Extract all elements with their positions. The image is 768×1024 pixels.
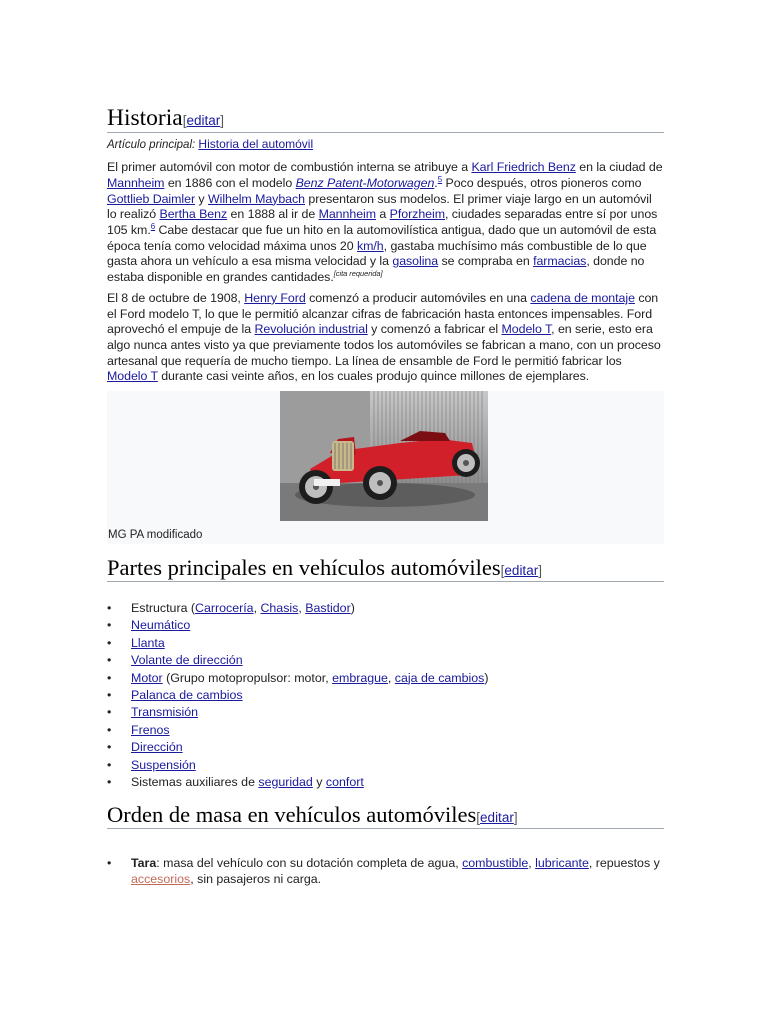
bullet-icon: • (107, 688, 112, 703)
text-run: Poco después, otros pioneros como (442, 175, 642, 190)
inline-link[interactable]: Karl Friedrich Benz (471, 160, 576, 175)
list-item (107, 600, 664, 617)
edit-section-link: [editar] (500, 563, 542, 579)
image-caption: MG PA modificado (108, 529, 203, 542)
bullet-icon: • (107, 722, 112, 737)
heading-text: Historia (107, 105, 183, 131)
text-run: Estructura ( (131, 601, 196, 616)
text-run: . (434, 175, 438, 190)
inline-link[interactable]: Motor (131, 670, 163, 685)
text-run: en la ciudad de (575, 160, 663, 175)
inline-link[interactable]: Gottlieb Daimler (107, 191, 196, 206)
text-run: , (253, 601, 261, 616)
list-item (107, 652, 664, 669)
partes-list (107, 600, 664, 791)
image-thumbnail (107, 391, 664, 544)
text-run: : masa del vehículo con su dotación completa de agua, (156, 855, 463, 870)
text-run: (Grupo motopropulsor: motor, (162, 670, 333, 685)
car-photo[interactable] (280, 391, 488, 521)
bullet-icon: • (107, 757, 112, 772)
bullet-icon: • (107, 740, 112, 755)
article-content (107, 104, 664, 887)
text-run: El primer automóvil con motor de combustión interna se atribuye a (107, 160, 472, 175)
inline-link[interactable]: confort (325, 775, 364, 790)
inline-link[interactable]: Palanca de cambios (131, 688, 243, 703)
list-item (107, 617, 664, 634)
inline-link[interactable]: Revolución industrial (254, 322, 368, 337)
paragraph-2 (107, 291, 664, 385)
inline-link[interactable]: Carrocería (195, 601, 254, 616)
text-run: , sin pasajeros ni carga. (190, 871, 322, 886)
bullet-icon: • (107, 670, 112, 685)
citation-needed[interactable]: [cita requerida] (333, 268, 383, 278)
inline-link[interactable]: Neumático (131, 618, 191, 633)
inline-link[interactable]: gasolina (392, 254, 439, 269)
inline-link[interactable]: Henry Ford (244, 290, 306, 305)
text-run: , en serie, esto era algo nunca antes visto ya que previamente todos los automóviles se fabrican a mano, con un proceso artesanal que requería de mucho tiempo. La línea de ensamble de Ford le permitió fabricar los (107, 322, 661, 368)
inline-link[interactable]: Transmisión (131, 705, 199, 720)
text-run: , donde no estaba disponible en grandes cantidades. (107, 254, 645, 285)
reference-link[interactable]: 5 (437, 174, 443, 184)
inline-link[interactable]: Mannheim (318, 207, 377, 222)
inline-link[interactable]: Mannheim (107, 175, 165, 190)
inline-link[interactable]: embrague (332, 670, 388, 685)
text-run: y (312, 775, 326, 790)
text-run: durante casi veinte años, en los cuales produjo quince millones de ejemplares. (157, 369, 590, 384)
bullet-icon: • (107, 775, 112, 790)
paragraph-1 (107, 160, 664, 286)
text-run: , ciudades separadas entre sí por unos 105 km. (107, 207, 658, 237)
text-run: , (298, 601, 306, 616)
text-run: se compraba en (438, 254, 534, 269)
inline-link[interactable]: Pforzheim (389, 207, 445, 222)
inline-link[interactable]: Volante de dirección (131, 653, 243, 668)
inline-link[interactable]: Benz Patent-Motorwagen (295, 175, 435, 190)
hatnote: Artículo principal: Historia del automóvil (107, 137, 314, 152)
reference-link[interactable]: 6 (150, 221, 156, 231)
text-run: comenzó a producir automóviles en una (305, 290, 531, 305)
list-item (107, 670, 664, 687)
orden-list (107, 855, 664, 887)
text-run: , (528, 855, 536, 870)
inline-link[interactable]: seguridad (258, 775, 313, 790)
text-run: Cabe destacar que fue un hito en la automovilística antigua, dado que un automóvil de esta época tenía como velocidad máxima unos 20 (107, 223, 657, 253)
list-item (107, 739, 664, 756)
text-run: , gastaba muchísimo más combustible de lo que gasta ahora un vehículo a esa misma velocidad y la (107, 238, 647, 269)
inline-link[interactable]: accesorios (131, 871, 191, 886)
edit-link[interactable]: editar (480, 809, 514, 825)
heading-text: Partes principales en vehículos automóviles (107, 555, 501, 581)
list-item (107, 704, 664, 721)
edit-link[interactable]: editar (504, 563, 539, 579)
list-item (107, 722, 664, 739)
inline-link[interactable]: Bertha Benz (159, 207, 228, 222)
inline-link[interactable]: km/h (357, 238, 384, 253)
bullet-icon: • (107, 855, 112, 870)
text-run: Sistemas auxiliares de (131, 775, 259, 790)
list-item (107, 757, 664, 774)
bullet-icon: • (107, 635, 112, 650)
inline-link[interactable]: cadena de montaje (530, 290, 635, 305)
inline-link[interactable]: Suspensión (131, 757, 196, 772)
text-run: ) (350, 601, 355, 616)
edit-link[interactable]: editar (186, 113, 221, 128)
inline-link[interactable]: Bastidor (305, 601, 351, 616)
text-run: y comenzó a fabricar el (367, 322, 502, 337)
list-item (107, 774, 664, 791)
text-run: , repuestos y (588, 855, 660, 870)
list-item (107, 687, 664, 704)
bullet-icon: • (107, 601, 112, 616)
section-heading-partes (107, 554, 664, 582)
inline-link[interactable]: Modelo T (501, 322, 552, 337)
section-heading-orden (107, 801, 664, 829)
inline-link[interactable]: Modelo T (107, 369, 158, 384)
bullet-icon: • (107, 653, 112, 668)
main-article-link[interactable]: Historia del automóvil (198, 137, 314, 152)
section-heading-historia (107, 104, 664, 133)
inline-link[interactable]: Frenos (131, 722, 170, 737)
text-run: con el Ford modelo T, lo que le permitió alcanzar cifras de fabricación hasta entonces impensables. Ford aprovechó el empuje de la (107, 290, 659, 337)
inline-link[interactable]: caja de cambios (394, 670, 485, 685)
inline-link[interactable]: lubricante (535, 855, 589, 870)
inline-link[interactable]: Llanta (131, 635, 165, 650)
inline-link[interactable]: Chasis (260, 601, 299, 616)
heading-text: Orden de masa en vehículos automóviles (107, 801, 477, 827)
term: Tara (131, 855, 157, 870)
text-run: a (376, 207, 390, 222)
edit-section-link: [editar] (476, 809, 518, 825)
text-run: y (195, 191, 208, 206)
text-run: , (387, 670, 395, 685)
inline-link[interactable]: farmacias (533, 254, 587, 269)
list-item (107, 855, 664, 887)
edit-section-link: [editar] (182, 113, 225, 128)
inline-link[interactable]: Wilhelm Maybach (207, 191, 305, 206)
text-run: ) (484, 670, 489, 685)
text-run: El 8 de octubre de 1908, (107, 290, 245, 305)
inline-link[interactable]: Dirección (131, 740, 183, 755)
bullet-icon: • (107, 618, 112, 633)
text-run: en 1886 con el modelo (164, 175, 296, 190)
text-run: en 1888 al ir de (227, 207, 319, 222)
list-item (107, 635, 664, 652)
inline-link[interactable]: combustible (462, 855, 529, 870)
text-run: presentaron sus modelos. El primer viaje largo en un automóvil lo realizó (107, 191, 652, 222)
bullet-icon: • (107, 705, 112, 720)
